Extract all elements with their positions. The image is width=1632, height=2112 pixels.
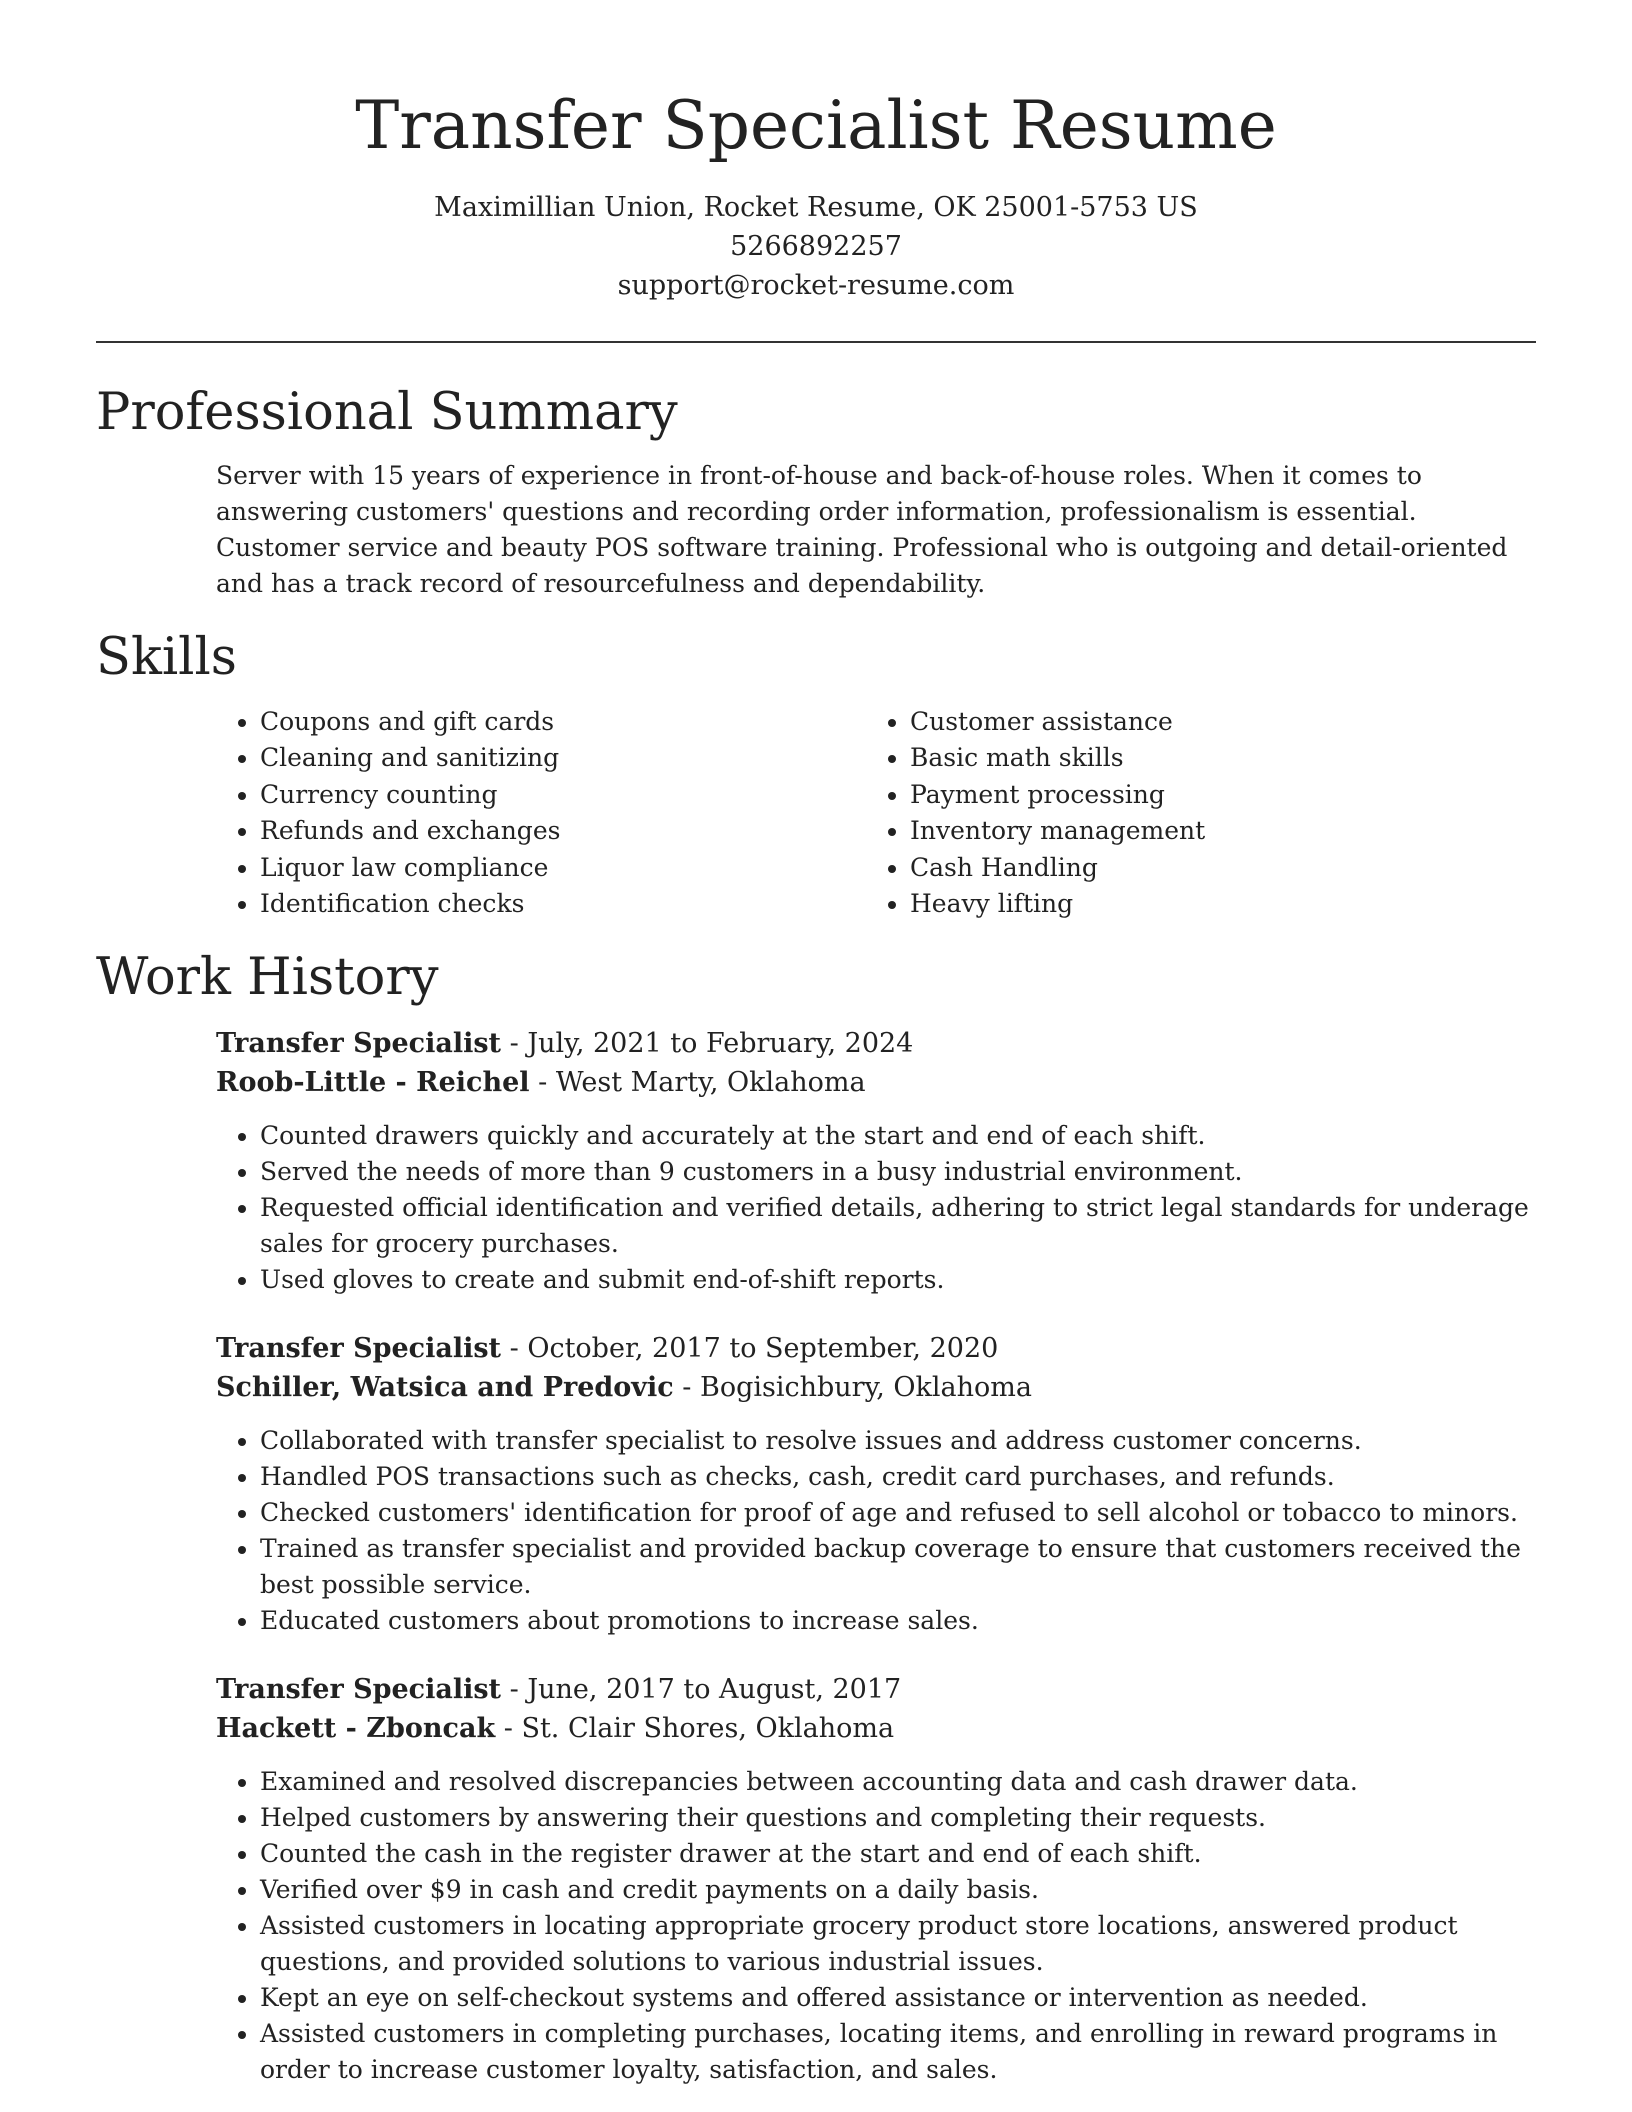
job-entry (216, 1329, 1536, 1639)
job-bullet: • Verified over $9 in cash and credit payments on a daily basis. (260, 1872, 1536, 1908)
email: support@rocket-resume.com (617, 270, 1015, 301)
job-entry (216, 1670, 1536, 2088)
job-dates: - July, 2021 to February, 2024 (501, 1028, 914, 1059)
skill-item: • Cash Handling (910, 850, 1516, 886)
job-location: - St. Clair Shores, Oklahoma (495, 1713, 895, 1744)
job-bullet: • Collaborated with transfer specialist to resolve issues and address customer concerns. (260, 1423, 1536, 1459)
job-bullet: • Checked customers' identification for proof of age and refused to sell alcohol or tobacco to minors. (260, 1495, 1536, 1531)
job-company: Schiller, Watsica and Predovic (216, 1372, 674, 1403)
job-bullets (216, 1118, 1536, 1298)
job-dates: - October, 2017 to September, 2020 (501, 1333, 999, 1364)
resume-title: Transfer Specialist Resume (355, 87, 1277, 164)
skill-item: • Refunds and exchanges (260, 813, 866, 849)
resume-header (0, 82, 1632, 305)
job-title-line (216, 1670, 1536, 1709)
job-company: Hackett - Zboncak (216, 1713, 496, 1744)
header-divider (96, 341, 1536, 343)
skills-list (216, 704, 1516, 922)
job-location: - West Marty, Oklahoma (529, 1067, 866, 1098)
job-bullet: • Assisted customers in locating appropriate grocery product store locations, answered product questions, and provided solutions to various industrial issues. (260, 1908, 1536, 1980)
skill-item: • Customer assistance (910, 704, 1516, 740)
job-location: - Bogisichbury, Oklahoma (673, 1372, 1032, 1403)
job-bullet: • Educated customers about promotions to increase sales. (260, 1603, 1536, 1639)
job-title: Transfer Specialist (216, 1028, 502, 1059)
skills-column-right (866, 704, 1516, 922)
skill-item: • Inventory management (910, 813, 1516, 849)
skill-item: • Coupons and gift cards (260, 704, 866, 740)
skill-item: • Cleaning and sanitizing (260, 740, 866, 776)
skills-column-left (216, 704, 866, 922)
skill-item: • Liquor law compliance (260, 850, 866, 886)
job-company-line (216, 1063, 1536, 1102)
phone: 5266892257 (730, 231, 902, 262)
job-title-line (216, 1024, 1536, 1063)
skill-item: • Currency counting (260, 777, 866, 813)
job-title: Transfer Specialist (216, 1674, 502, 1705)
job-bullet: • Used gloves to create and submit end-of-shift reports. (260, 1262, 1536, 1298)
job-bullet: • Kept an eye on self-checkout systems and offered assistance or intervention as needed. (260, 1980, 1536, 2016)
work-history-heading: Work History (96, 948, 439, 1007)
skill-item: • Payment processing (910, 777, 1516, 813)
contact-info (0, 188, 1632, 305)
skill-item: • Basic math skills (910, 740, 1516, 776)
job-title: Transfer Specialist (216, 1333, 502, 1364)
job-dates: - June, 2017 to August, 2017 (501, 1674, 902, 1705)
job-bullet: • Served the needs of more than 9 customers in a busy industrial environment. (260, 1154, 1536, 1190)
summary-text: Server with 15 years of experience in front-of-house and back-of-house roles. When it comes to answering customers' questions and recording order information, professionalism is essential. Customer service and beauty POS software training. Professional who is outgoing and detail-oriented and has a track record of resourcefulness and dependability. (216, 461, 1508, 598)
job-bullet: • Examined and resolved discrepancies between accounting data and cash drawer data. (260, 1764, 1536, 1800)
job-title-line (216, 1329, 1536, 1368)
address: Maximillian Union, Rocket Resume, OK 25001-5753 US (434, 192, 1198, 223)
job-bullet: • Handled POS transactions such as checks, cash, credit card purchases, and refunds. (260, 1459, 1536, 1495)
job-bullet: • Trained as transfer specialist and provided backup coverage to ensure that customers received the best possible service. (260, 1531, 1536, 1603)
job-company: Roob-Little - Reichel (216, 1067, 530, 1098)
skills-heading: Skills (96, 628, 237, 687)
job-bullets (216, 1423, 1536, 1639)
job-entry (216, 1024, 1536, 1298)
job-bullets (216, 1764, 1536, 2088)
job-company-line (216, 1709, 1536, 1748)
job-company-line (216, 1368, 1536, 1407)
job-bullet: • Assisted customers in completing purchases, locating items, and enrolling in reward programs in order to increase customer loyalty, satisfaction, and sales. (260, 2016, 1536, 2088)
job-bullet: • Requested official identification and verified details, adhering to strict legal standards for underage sales for grocery purchases. (260, 1190, 1536, 1262)
job-bullet: • Counted the cash in the register drawer at the start and end of each shift. (260, 1836, 1536, 1872)
skill-item: • Heavy lifting (910, 886, 1516, 922)
skill-item: • Identification checks (260, 886, 866, 922)
summary-heading: Professional Summary (96, 383, 678, 442)
job-bullet: • Helped customers by answering their questions and completing their requests. (260, 1800, 1536, 1836)
job-bullet: • Counted drawers quickly and accurately at the start and end of each shift. (260, 1118, 1536, 1154)
